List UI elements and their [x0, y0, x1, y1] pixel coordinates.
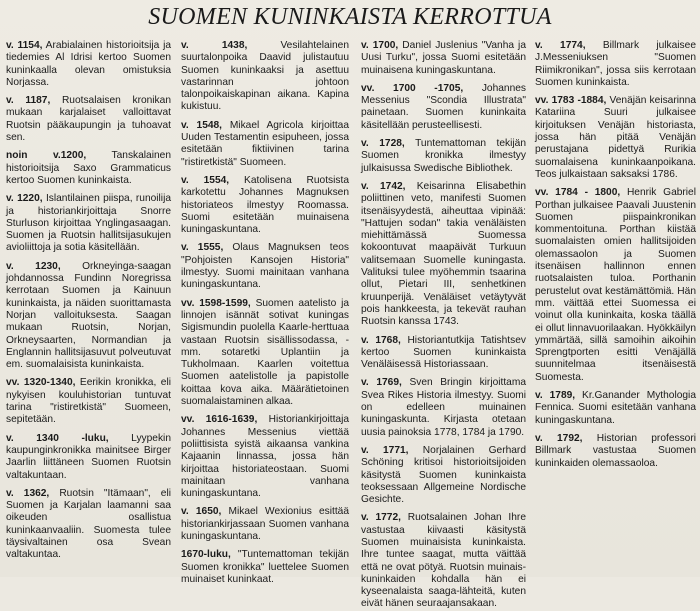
entry-text: Mikael Wexionius esittää historiankirjassaan Suomen vanhana kuningaskuntana.	[181, 506, 349, 542]
timeline-entry	[181, 120, 349, 169]
entry-text: Historian professori Billmark vastustaa Suomen kuninkaiden olemassaoloa.	[535, 432, 696, 469]
entry-year: v. 1728,	[361, 138, 405, 150]
timeline-entry	[6, 150, 171, 187]
entry-year: v. 1362,	[6, 487, 50, 499]
timeline-entry	[535, 390, 696, 427]
entry-text: Norjalainen Gerhard Schöning kritisoi historioitsijoiden käsitystä Suomen kuninkaista teoksessaan Allgemeine Nordische Gesichte.	[361, 444, 526, 506]
entry-year: v. 1438,	[181, 40, 248, 51]
entry-year: v. 1771,	[361, 444, 409, 456]
entry-text: Tanskalainen historioitsija Saxo Grammaticus kertoo Suomen kuninkaista.	[6, 150, 171, 186]
entry-year: vv. 1616-1639,	[181, 414, 258, 426]
timeline-entry	[361, 377, 526, 438]
timeline-entry	[181, 40, 349, 114]
entry-text: Historiankirjoittaja Johannes Messenius viettää poliittisista syistä aikaansa vankina Kajaanin linnassa, jossa hän kirjoittaa historiateostaan. Suomi mainitaan vanhana kuningaskuntana.	[181, 414, 349, 500]
entry-year: vv. 1783 -1884,	[535, 95, 607, 107]
entry-year: v. 1789,	[535, 390, 576, 402]
entry-year: vv. 1700 -1705,	[361, 82, 464, 94]
timeline-entry	[535, 187, 696, 384]
timeline-entry	[181, 242, 349, 291]
timeline-entry	[6, 261, 171, 372]
entry-year: v. 1340 -luku,	[6, 432, 109, 444]
timeline-entry	[535, 40, 696, 89]
entry-text: Sven Bringin kirjoittama Svea Rikes Historia ilmestyy. Suomi on edelleen muinainen kuningaskunta. Kirjasta otetaan uusia painoksia 1778, 1784 ja 1790.	[361, 377, 526, 438]
timeline-entry	[181, 414, 349, 500]
entry-year: v. 1742,	[361, 180, 406, 192]
entry-year: vv. 1598-1599,	[181, 297, 251, 309]
entry-text: Suomen aatelisto ja linnojen isännät sotivat kuningas Sigismundin puolella Kaarle-herttuaa vastaan Ruotsin sisällissodassa, -mm. sotaretki Uplantiin ja Tukholmaan. Kaarlen voitettua Suomen aatelistolle ja papistolle koittaa kova aika. Määrätietoinen suomalaistaminen alkaa.	[181, 297, 349, 408]
entry-text: Arabialainen historioitsija ja tiedemies Al Idrisi kertoo Suomen kuninkaalla olevan omistuksia Norjassa.	[6, 40, 171, 88]
timeline-entry	[181, 549, 349, 586]
entry-text: Billmark julkaisee J.Messeniuksen "Suomen Riimikronikan", jossa siis kerrotaan Suomen kuninkaista.	[535, 40, 696, 88]
entry-year: v. 1769,	[361, 377, 402, 389]
timeline-entry	[361, 83, 526, 132]
entry-year: v. 1700,	[361, 40, 399, 51]
entry-text: Henrik Gabriel Porthan julkaisee Paavali Juustenin Suomen piispainkronikan kommentoituna. Porthan kiistää suomalaisten omien hallitsijoiden olemassaolon ja Suomen itsenäisen hallinnon ennen ruotsalaisten tuloa. Porthanin perustelut ovat kestämättömiä. Hän mm. väittää ettei Suomessa ei voinut olla kuninkaita, koska täällä ei ollut linnavuorilaakan. Hyökkäilyn ymmärtää, sillä samoihin aikoihin Sprengtporten esitti Venäjällä suunnitelmaa itsenäisestä Suomesta.	[535, 187, 696, 383]
timeline-entry	[361, 181, 526, 329]
entry-text: Ruotsalainen Johan Ihre vastustaa kiivaasti käsitystä Suomen muinaisista kuninkaista. Ihre tuntee saagat, mutta väittää että ne ovat pötyä. Ruotsin muinais-kuninkaiden kohdalla hän ei kyseenalaista saaga-lähteitä, kuten eivät hänen seuraajansakaan.	[361, 512, 526, 610]
timeline-entry	[361, 445, 526, 506]
timeline-entry	[6, 95, 171, 144]
entry-year: v. 1772,	[361, 512, 401, 524]
entry-year: v. 1187,	[6, 95, 51, 107]
entry-text: "Tuntemattoman tekijän Suomen kronikka" luettelee Suomen muinaiset kuninkaat.	[181, 549, 349, 585]
timeline-entry	[361, 335, 526, 372]
column-1	[6, 40, 171, 572]
entry-text: Venäjän keisarinna Katariina Suuri julkaisee kirjoituksen Venäjän historiasta, jossa hän pitää Venäjän perustajana pidettyä Rurikia suomalaisena kuninkaanpoikana. Teos julkaistaan saksaksi 1786.	[535, 95, 696, 180]
entry-year: v. 1768,	[361, 334, 401, 346]
entry-year: v. 1792,	[535, 432, 583, 444]
entry-year: v. 1554,	[181, 174, 230, 186]
entry-year: vv. 1320-1340,	[6, 377, 76, 389]
entry-text: Ruotsalaisen kronikan mukaan karjalaiset valloittavat Ruotsin pääkaupungin ja tuhoavat sen.	[6, 95, 171, 144]
column-2	[181, 40, 349, 585]
timeline-entry	[361, 512, 526, 610]
entry-text: Daniel Juslenius "Vanha ja Uusi Turku", jossa Suomi esitetään muinaisena kuningaskuntana.	[361, 40, 526, 76]
entry-year: noin v.1200,	[6, 150, 87, 162]
timeline-entry	[6, 193, 171, 254]
timeline-entry	[361, 40, 526, 77]
timeline-entry	[6, 377, 171, 426]
entry-text: Islantilainen piispa, runoilija ja historiankirjoittaja Snorre Sturluson kirjoittaa Ynglingasaagan. Suomen ja Ruotsin hallitsijasukujen avioliittoja ja sotia käsitellään.	[6, 193, 171, 254]
entry-text: Olaus Magnuksen teos "Pohjoisten Kansojen Historia" ilmestyy. Suomi mainitaan vanhana kuningaskuntana.	[181, 242, 349, 291]
entry-text: Ruotsin "Itämaan", eli Suomen ja Karjalan laamanni saa oikeuden osallistua kuninkaanvaaliin. Suomesta tulee täysivaltainen osa Svean valtakuntaa.	[6, 487, 171, 561]
entry-text: Tuntemattoman tekijän Suomen kronikka ilmestyy julkaisussa Swedische Bibliothek.	[361, 138, 526, 174]
timeline-entry	[6, 433, 171, 482]
column-4	[535, 40, 696, 572]
entry-year: v. 1548,	[181, 119, 223, 131]
entry-text: Historiantutkija Tatishtsev kertoo Suomen kuninkaista Venäläisessä Historiassaan.	[361, 334, 526, 371]
article-columns	[6, 40, 696, 610]
entry-year: v. 1555,	[181, 242, 224, 254]
entry-text: Lyypekin kaupunginkronikka mainitsee Birger Jaarlin liittäneen Suomen Ruotsin valtakuntaan.	[6, 432, 171, 481]
timeline-entry	[181, 175, 349, 236]
entry-text: Eerikin kronikka, eli nykyisen kouluhistorian tuntuvat tarina "ristiretkistä" Suomeen, sepitetään.	[6, 377, 171, 426]
entry-text: Vesilahtelainen suurtalonpoika Daavid julistautuu Suomen kuninkaaksi ja asettuu vastarinnan johtoon talonpoikaiskapinan aikana. Kapina kukistuu.	[181, 40, 349, 113]
timeline-entry	[535, 95, 696, 181]
entry-text: Johannes Messenius "Scondia Illustrata" painetaan. Suomen kuninkaita käsitellään perusteellisesti.	[361, 82, 527, 131]
article-title: SUOMEN KUNINKAISTA KERROTTUA	[148, 4, 552, 30]
timeline-entry	[181, 506, 349, 543]
entry-year: v. 1230,	[6, 260, 61, 272]
entry-year: v. 1650,	[181, 506, 222, 518]
entry-year: v. 1220,	[6, 193, 43, 205]
column-3	[361, 40, 527, 610]
entry-text: Katolisena Ruotsista karkotettu Johannes Magnuksen historiateos ilmestyy Roomassa. Suomi esitetään muinaisena kuningaskuntana.	[181, 174, 349, 236]
entry-text: Mikael Agricola kirjoittaa Uuden Testamentin esipuheen, jossa esitetään fiktiivinen tarina "ristiretkistä" Suomeen.	[181, 119, 349, 168]
entry-year: v. 1774,	[535, 40, 586, 51]
entry-year: vv. 1784 - 1800,	[535, 187, 621, 199]
timeline-entry	[361, 138, 526, 175]
timeline-entry	[6, 488, 171, 562]
entry-year: 1670-luku,	[181, 549, 231, 561]
timeline-entry	[181, 298, 349, 409]
entry-year: v. 1154,	[6, 40, 43, 51]
entry-text: Keisarinna Elisabethin poliittinen veto, manifesti Suomen itsenäisyydestä, aiheuttaa vipinää: "Hattujen sodan" takia venäläisten miehittämässä Suomessa kokoontuvat maapäivät Turkuun valitsemaan Suomelle kuningasta. Valituksi tulee myöhemmin tsaarina ollut, Pietari III, senhetkinen kruunperijä. Venäläiset vetäytyvät pois hankkeesta, ja tekevät rauhan Ruotsin kanssa 1743.	[361, 180, 526, 328]
entry-text: Kr.Ganander Mythologia Fennica. Suomi esitetään vanhana kuningaskuntana.	[535, 390, 696, 426]
timeline-entry	[535, 433, 696, 470]
timeline-entry	[6, 40, 171, 89]
entry-text: Orkneyinga-saagan johdannossa Fundinn Noregrissa kerrotaan Suomen ja Kainuun kuninkaista, ja näiden suorittamasta Norjan valloituksesta. Saagan mukaan Ruotsin, Norjan, Orkneysaarten, Normandian ja Englannin hallitsijasuvut polveutuvat em. suomalaisista kuninkaista.	[6, 260, 171, 371]
